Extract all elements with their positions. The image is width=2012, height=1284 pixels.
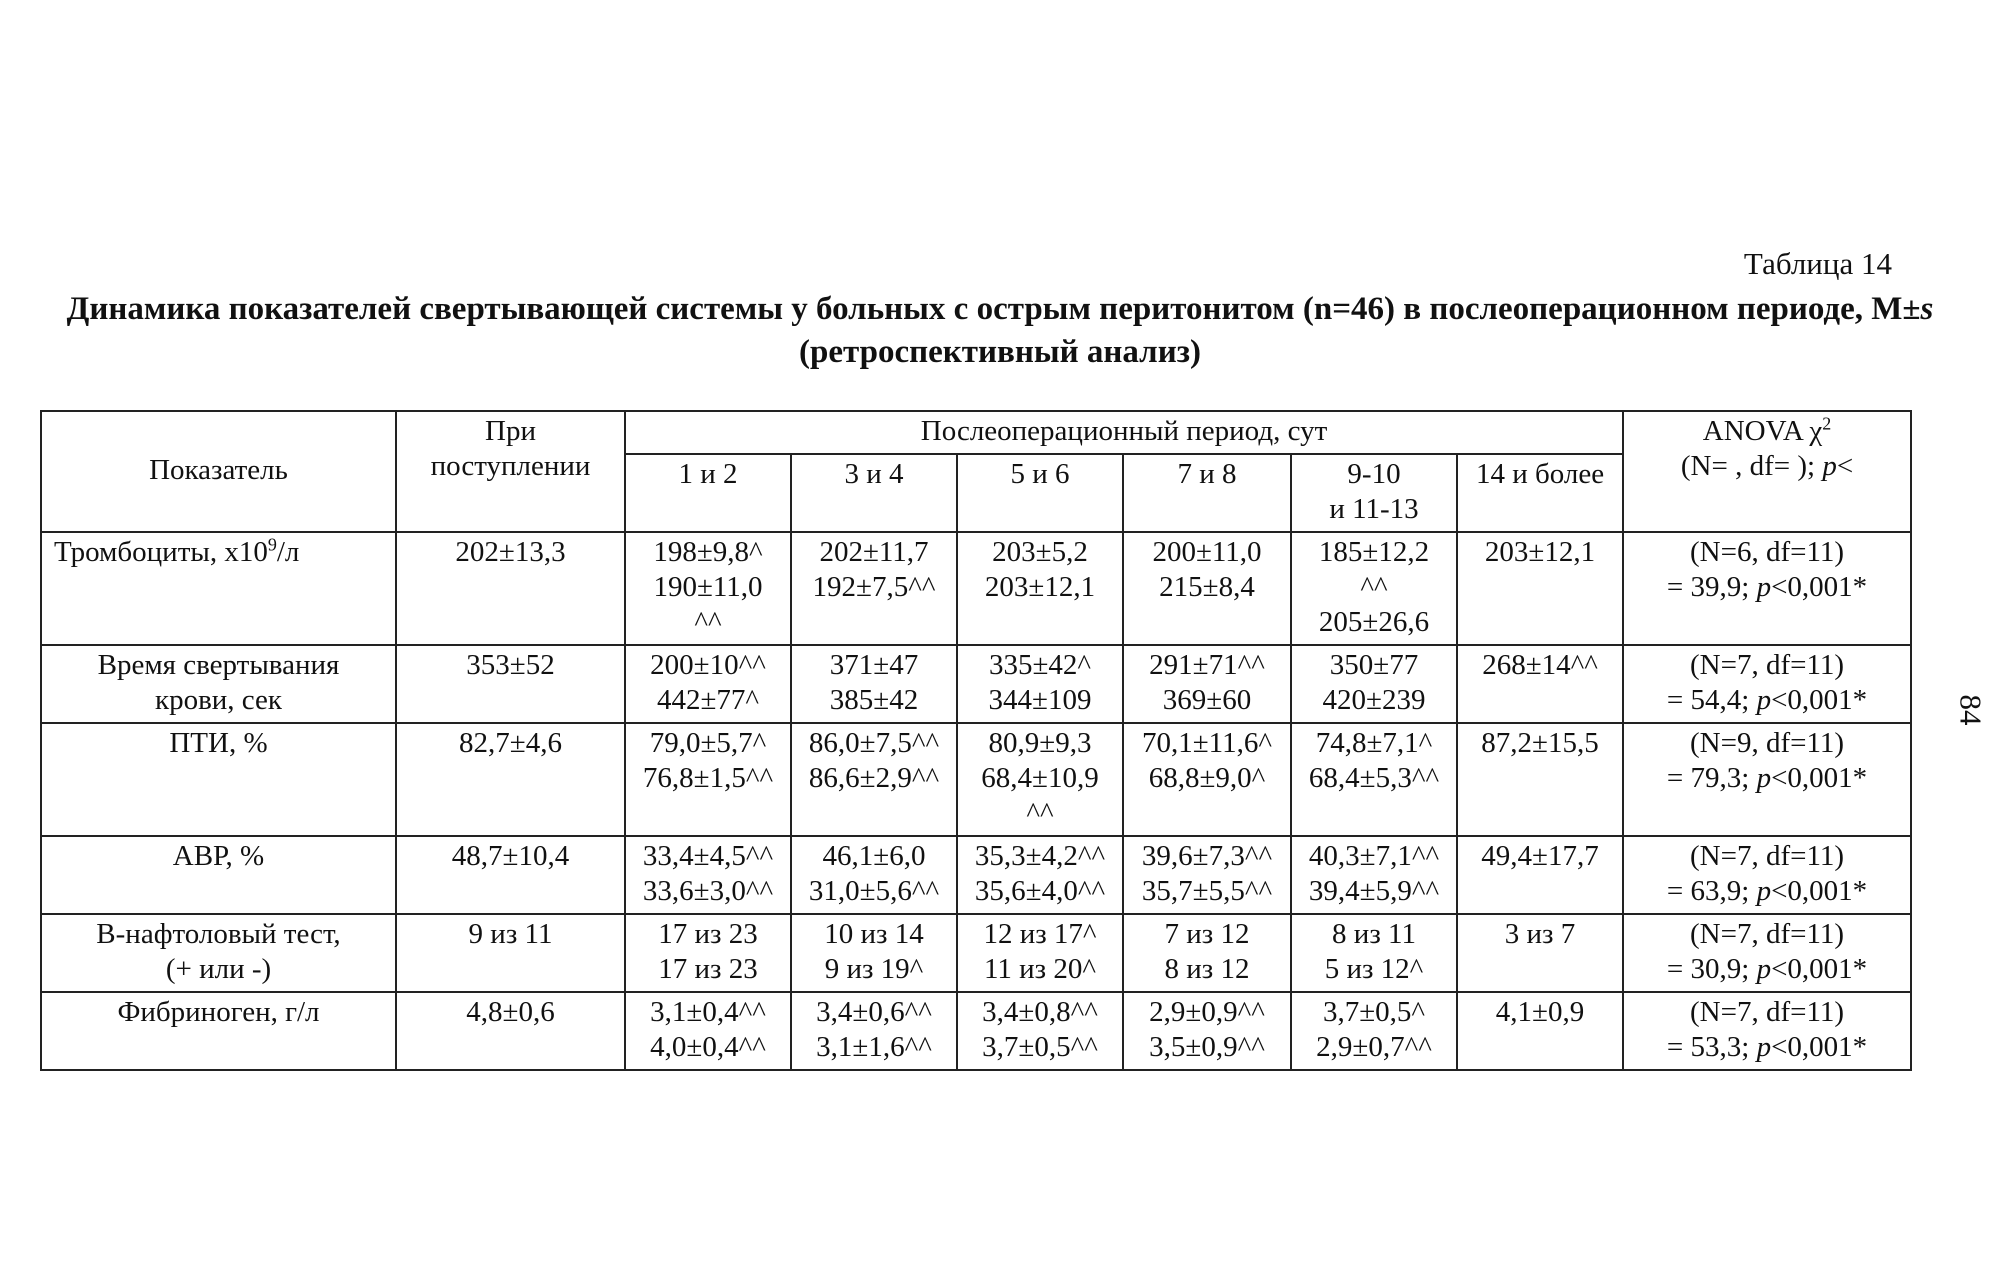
anova-line1: (N=7, df=11): [1690, 918, 1845, 950]
row-name: АВР, %: [41, 836, 396, 914]
cell-line: 420±239: [1322, 684, 1426, 716]
cell-admission: 48,7±10,4: [396, 836, 625, 914]
cell-day-2: [791, 532, 957, 645]
table-row: [41, 914, 1911, 992]
header-anova-line1: [1628, 414, 1906, 449]
cell-anova: [1623, 836, 1911, 914]
header-day-5-line1: 9-10: [1347, 458, 1401, 490]
cell-line: 33,4±4,5^^: [642, 840, 774, 872]
cell-day-3: [957, 532, 1123, 645]
anova-p-value: <0,001*: [1771, 571, 1868, 603]
anova-p: p: [1756, 762, 1772, 794]
cell-day-4: [1123, 645, 1291, 723]
anova-line2: [1628, 570, 1906, 605]
title-italic: s: [1920, 291, 1934, 327]
title-tail: (ретроспективный анализ): [799, 334, 1201, 370]
anova-line2: [1628, 1030, 1906, 1065]
cell-anova: [1623, 914, 1911, 992]
cell-anova: [1623, 723, 1911, 836]
cell-line: 9 из 19^: [824, 953, 924, 985]
cell-line: 3,1±1,6^^: [816, 1031, 932, 1063]
header-day-6: 14 и более: [1457, 454, 1623, 532]
cell-line: 8 из 11: [1332, 918, 1416, 950]
cell-line: 40,3±7,1^^: [1308, 840, 1440, 872]
cell-day-3: [957, 914, 1123, 992]
anova-p: p: [1756, 571, 1772, 603]
anova-value: = 53,3;: [1666, 1031, 1757, 1063]
cell-line: 192±7,5^^: [812, 571, 936, 603]
cell-day-3: [957, 645, 1123, 723]
cell-line: 442±77^: [656, 684, 760, 716]
cell-anova: [1623, 645, 1911, 723]
cell-line: 185±12,2: [1318, 536, 1430, 568]
cell-day-1: [625, 723, 791, 836]
cell-day-2: [791, 723, 957, 836]
cell-day-1: [625, 532, 791, 645]
cell-day-5: [1291, 836, 1457, 914]
cell-line: 68,4±10,9: [981, 762, 1099, 794]
table-row: [41, 836, 1911, 914]
cell-day-4: [1123, 723, 1291, 836]
cell-line: 2,9±0,7^^: [1316, 1031, 1432, 1063]
cell-anova: [1623, 992, 1911, 1070]
cell-day-4: [1123, 532, 1291, 645]
cell-line: 8 из 12: [1164, 953, 1250, 985]
cell-line: 80,9±9,3: [988, 727, 1092, 759]
header-day-3: 5 и 6: [957, 454, 1123, 532]
cell-day-1: [625, 645, 791, 723]
header-day-2: 3 и 4: [791, 454, 957, 532]
cell-line: 10 из 14: [824, 918, 924, 950]
data-table: [40, 410, 1912, 1071]
cell-admission: 202±13,3: [396, 532, 625, 645]
cell-line: 76,8±1,5^^: [642, 762, 774, 794]
cell-line: 17 из 23: [658, 918, 758, 950]
table-row: [41, 645, 1911, 723]
cell-line: 3,7±0,5^^: [982, 1031, 1098, 1063]
cell-admission: 353±52: [396, 645, 625, 723]
table-title: [60, 288, 1940, 374]
cell-line: 39,6±7,3^^: [1141, 840, 1273, 872]
anova-p-value: <0,001*: [1771, 762, 1868, 794]
cell-admission: 9 из 11: [396, 914, 625, 992]
anova-line2: [1628, 874, 1906, 909]
cell-day-2: [791, 992, 957, 1070]
header-period: Послеоперационный период, сут: [625, 411, 1623, 454]
row-name-line1: B-нафтоловый тест,: [96, 918, 341, 950]
cell-line: 86,0±7,5^^: [808, 727, 940, 759]
cell-day-5: [1291, 532, 1457, 645]
cell-day-6: 268±14^^: [1457, 645, 1623, 723]
title-main: Динамика показателей свертывающей системы у больных с острым перитонитом (n=46) в послеоперационном периоде, M±: [66, 291, 1921, 327]
cell-line: 39,4±5,9^^: [1308, 875, 1440, 907]
cell-line: 203±12,1: [984, 571, 1096, 603]
cell-day-4: [1123, 836, 1291, 914]
cell-line: 3,5±0,9^^: [1149, 1031, 1265, 1063]
cell-line: 385±42: [829, 684, 919, 716]
cell-day-6: 87,2±15,5: [1457, 723, 1623, 836]
anova-value: = 30,9;: [1666, 953, 1757, 985]
cell-day-2: [791, 836, 957, 914]
anova-line1: (N=9, df=11): [1690, 727, 1845, 759]
table-row: [41, 992, 1911, 1070]
row-name-sup: 9: [267, 534, 277, 555]
header-admission-line2: поступлении: [430, 450, 591, 482]
cell-day-6: 4,1±0,9: [1457, 992, 1623, 1070]
anova-p-value: <0,001*: [1771, 684, 1868, 716]
cell-day-2: [791, 914, 957, 992]
row-name: [41, 914, 396, 992]
cell-day-5: [1291, 723, 1457, 836]
cell-admission: 82,7±4,6: [396, 723, 625, 836]
cell-line: 74,8±7,1^: [1315, 727, 1433, 759]
header-anova-sup: 2: [1822, 413, 1832, 434]
cell-line: 3,4±0,6^^: [816, 996, 932, 1028]
header-day-4: 7 и 8: [1123, 454, 1291, 532]
cell-line: 200±11,0: [1152, 536, 1262, 568]
cell-line: 2,9±0,9^^: [1149, 996, 1265, 1028]
header-day-1: 1 и 2: [625, 454, 791, 532]
anova-line1: (N=7, df=11): [1690, 649, 1845, 681]
cell-line: 215±8,4: [1159, 571, 1255, 603]
cell-line: 17 из 23: [658, 953, 758, 985]
cell-line: 202±11,7: [819, 536, 929, 568]
header-anova: [1623, 411, 1911, 532]
anova-line1: (N=6, df=11): [1690, 536, 1845, 568]
cell-day-5: [1291, 914, 1457, 992]
anova-p-value: <0,001*: [1771, 953, 1868, 985]
cell-line: 68,4±5,3^^: [1308, 762, 1440, 794]
table-row: [41, 723, 1911, 836]
page-number: 84: [1953, 694, 1989, 726]
cell-line: 68,8±9,0^: [1148, 762, 1266, 794]
cell-line: 205±26,6: [1318, 606, 1430, 638]
cell-line: 86,6±2,9^^: [808, 762, 940, 794]
cell-line: 4,0±0,4^^: [650, 1031, 766, 1063]
table-number: Таблица 14: [1743, 246, 1892, 281]
cell-line: 291±71^^: [1149, 649, 1265, 681]
cell-line: ^^: [1360, 571, 1388, 603]
row-name-tail: /л: [276, 536, 300, 568]
cell-line: 79,0±5,7^: [649, 727, 767, 759]
cell-line: 3,4±0,8^^: [982, 996, 1098, 1028]
cell-line: 46,1±6,0: [822, 840, 926, 872]
cell-line: 33,6±3,0^^: [642, 875, 774, 907]
header-anova-2b: <: [1836, 450, 1854, 482]
cell-day-2: [791, 645, 957, 723]
header-anova-line2: [1628, 449, 1906, 484]
cell-line: ^^: [1026, 797, 1054, 829]
cell-day-5: [1291, 645, 1457, 723]
cell-day-1: [625, 914, 791, 992]
anova-p: p: [1756, 953, 1772, 985]
cell-line: 35,3±4,2^^: [974, 840, 1106, 872]
anova-line2: [1628, 952, 1906, 987]
anova-value: = 54,4;: [1666, 684, 1757, 716]
row-name-text: Тромбоциты, x10: [54, 536, 268, 568]
cell-day-6: 203±12,1: [1457, 532, 1623, 645]
row-name: Фибриноген, г/л: [41, 992, 396, 1070]
row-name: ПТИ, %: [41, 723, 396, 836]
anova-line2: [1628, 683, 1906, 718]
anova-line2: [1628, 761, 1906, 796]
row-name: [41, 532, 396, 645]
cell-line: 5 из 12^: [1324, 953, 1424, 985]
cell-line: 35,7±5,5^^: [1141, 875, 1273, 907]
cell-line: 350±77: [1329, 649, 1419, 681]
anova-value: = 63,9;: [1666, 875, 1757, 907]
header-anova-text: ANOVA χ: [1702, 415, 1823, 447]
cell-line: 35,6±4,0^^: [974, 875, 1106, 907]
header-row-1: [41, 411, 1911, 454]
anova-value: = 39,9;: [1666, 571, 1757, 603]
cell-line: 203±5,2: [992, 536, 1088, 568]
cell-line: 344±109: [988, 684, 1092, 716]
row-name-line2: крови, сек: [155, 684, 282, 716]
cell-day-1: [625, 836, 791, 914]
cell-line: 3,1±0,4^^: [650, 996, 766, 1028]
cell-day-5: [1291, 992, 1457, 1070]
header-indicator: Показатель: [41, 411, 396, 532]
cell-line: 12 из 17^: [983, 918, 1097, 950]
cell-line: 371±47: [829, 649, 919, 681]
anova-line1: (N=7, df=11): [1690, 840, 1845, 872]
cell-day-3: [957, 723, 1123, 836]
cell-line: 31,0±5,6^^: [808, 875, 940, 907]
cell-line: 335±42^: [988, 649, 1092, 681]
header-anova-2a: (N= , df= );: [1680, 450, 1823, 482]
cell-day-4: [1123, 992, 1291, 1070]
anova-line1: (N=7, df=11): [1690, 996, 1845, 1028]
cell-line: 198±9,8^: [653, 536, 763, 568]
anova-p-value: <0,001*: [1771, 1031, 1868, 1063]
anova-p: p: [1756, 875, 1772, 907]
cell-line: 70,1±11,6^: [1142, 727, 1272, 759]
header-admission: [396, 411, 625, 532]
anova-value: = 79,3;: [1666, 762, 1757, 794]
anova-p-value: <0,001*: [1771, 875, 1868, 907]
cell-line: 3,7±0,5^: [1322, 996, 1426, 1028]
header-admission-line1: При: [485, 415, 536, 447]
row-name-line1: Время свертывания: [97, 649, 340, 681]
cell-line: ^^: [694, 606, 722, 638]
cell-line: 190±11,0: [653, 571, 763, 603]
cell-day-3: [957, 836, 1123, 914]
cell-anova: [1623, 532, 1911, 645]
cell-day-4: [1123, 914, 1291, 992]
row-name: [41, 645, 396, 723]
cell-line: 11 из 20^: [983, 953, 1096, 985]
header-anova-p: p: [1822, 450, 1837, 482]
cell-line: 7 из 12: [1164, 918, 1250, 950]
anova-p: p: [1756, 1031, 1772, 1063]
header-day-5-line2: и 11-13: [1329, 493, 1419, 525]
row-name-line2: (+ или -): [165, 953, 272, 985]
header-day-5: [1291, 454, 1457, 532]
cell-line: 369±60: [1162, 684, 1252, 716]
cell-admission: 4,8±0,6: [396, 992, 625, 1070]
cell-day-1: [625, 992, 791, 1070]
table-row: [41, 532, 1911, 645]
anova-p: p: [1756, 684, 1772, 716]
cell-day-3: [957, 992, 1123, 1070]
cell-line: 200±10^^: [650, 649, 766, 681]
cell-day-6: 3 из 7: [1457, 914, 1623, 992]
cell-day-6: 49,4±17,7: [1457, 836, 1623, 914]
